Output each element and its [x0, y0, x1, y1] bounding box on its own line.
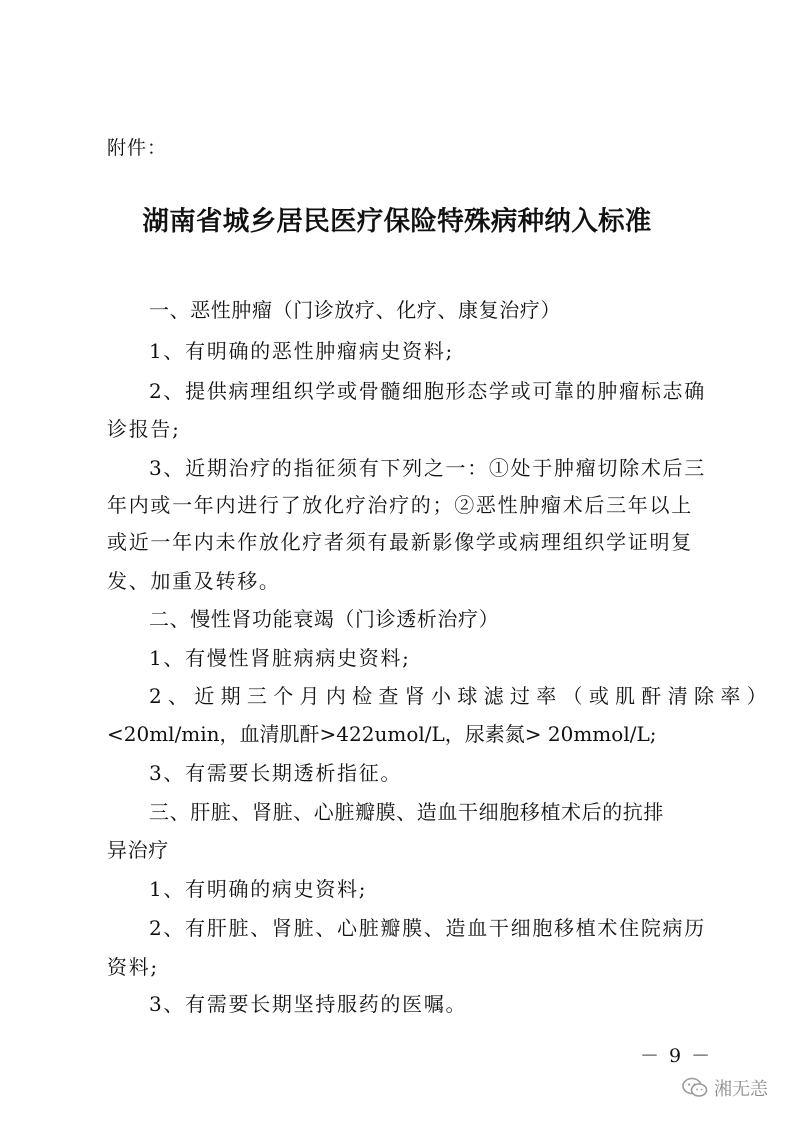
- section-3-item-3: 3、有需要长期坚持服药的医嘱。: [149, 992, 468, 1016]
- section-heading-3-cont: 异治疗: [107, 838, 169, 862]
- watermark-text: 湘无恙: [714, 1079, 768, 1100]
- section-1-item-2-line-1: 2、提供病理组织学或骨髓细胞形态学或可靠的肿瘤标志确: [149, 379, 706, 403]
- section-3-item-1: 1、有明确的病史资料;: [149, 877, 368, 901]
- document-title: 湖南省城乡居民医疗保险特殊病种纳入标准: [142, 206, 652, 237]
- section-heading-3: 三、肝脏、肾脏、心脏瓣膜、造血干细胞移植术后的抗排: [149, 800, 664, 824]
- attachment-label: 附件：: [107, 137, 168, 159]
- section-1-item-3-line-2: 年内或一年内进行了放化疗治疗的；②恶性肿瘤术后三年以上: [107, 493, 693, 517]
- section-2-item-2-line-2: <20ml/min，血清肌酐>422umol/L，尿素氮> 20mmol/L;: [107, 722, 657, 746]
- section-1-item-3-line-3: 或近一年内未作放化疗者须有最新影像学或病理组织学证明复: [107, 530, 693, 554]
- section-2-item-3: 3、有需要长期透析指征。: [149, 761, 403, 785]
- wechat-icon: [682, 1077, 708, 1099]
- section-heading-1: 一、恶性肿瘤（门诊放疗、化疗、康复治疗）: [149, 298, 561, 322]
- section-1-item-3-line-4: 发、加重及转移。: [107, 569, 281, 593]
- section-3-item-2-line-2: 资料;: [107, 955, 159, 979]
- section-2-item-2-line-1: 2、近期三个月内检查肾小球滤过率（或肌酐清除率）: [149, 684, 773, 708]
- section-3-item-2-line-1: 2、有肝脏、肾脏、心脏瓣膜、造血干细胞移植术住院病历: [149, 916, 706, 940]
- section-1-item-1: 1、有明确的恶性肿瘤病史资料;: [149, 339, 454, 363]
- section-heading-2: 二、慢性肾功能衰竭（门诊透析治疗）: [149, 607, 500, 631]
- section-1-item-2-line-2: 诊报告;: [107, 417, 181, 441]
- watermark: [682, 1075, 768, 1101]
- page-number: － 9 －: [640, 1045, 713, 1067]
- section-2-item-1: 1、有慢性肾脏病病史资料;: [149, 646, 411, 670]
- section-1-item-3-line-1: 3、近期治疗的指征须有下列之一：①处于肿瘤切除术后三: [149, 456, 706, 480]
